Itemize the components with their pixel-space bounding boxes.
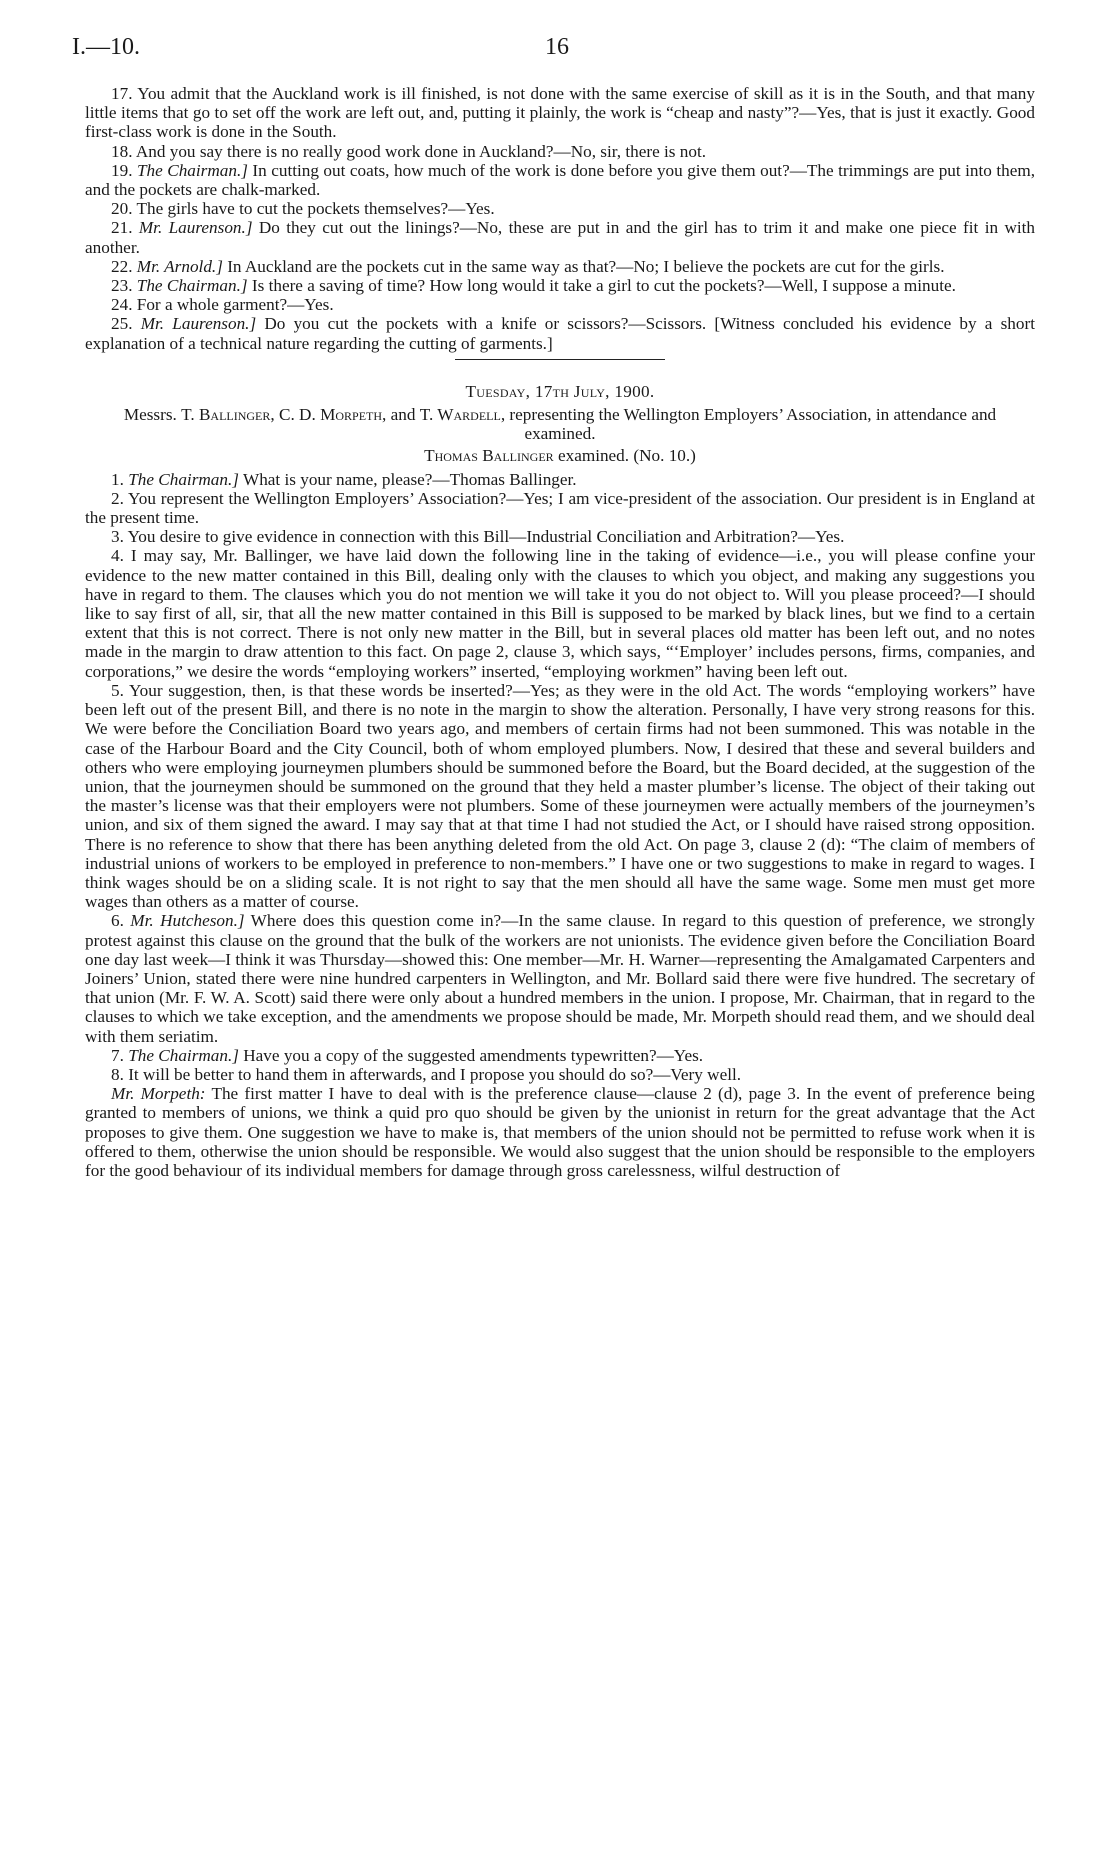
qa-paragraph [85,470,1035,489]
paragraph-text: For a whole garment?—Yes. [136,295,334,315]
question-number: 8. [111,1064,124,1084]
qa-paragraph [85,1084,1035,1180]
qa-paragraph [85,1065,1035,1084]
evidence-bottom [85,470,1035,1181]
paragraph-text: It will be better to hand them in afterwards, and I propose you should do so?—Very well. [128,1064,742,1084]
qa-paragraph [85,257,1035,276]
question-number: 4. [111,546,124,566]
qa-paragraph [85,681,1035,911]
qa-paragraph [85,314,1035,352]
qa-paragraph [85,546,1035,680]
speaker-label: The Chairman.] [136,160,248,180]
section-divider [455,359,665,360]
paragraph-text: What is your name, please?—Thomas Ballinger. [242,469,577,489]
session-date: Tuesday, 17th July, 1900. [465,381,655,401]
question-number: 6. [111,911,124,931]
evidence-top [85,84,1035,353]
question-number: 18. [111,141,133,161]
question-number: 2. [111,488,124,508]
witness-heading-suffix: examined. (No. 10.) [553,446,696,466]
page-header [72,34,1042,64]
qa-paragraph [85,276,1035,295]
question-number: 1. [111,469,124,489]
speaker-label: Mr. Laurenson.] [138,218,253,238]
qa-paragraph [85,199,1035,218]
attendee-name: T. Wardell [419,405,501,425]
speaker-label: The Chairman.] [136,276,248,296]
question-number: 7. [111,1045,124,1065]
paragraph-text: In cutting out coats, how much of the work is done before you give them out?—The trimmings are put into them, and the pockets are chalk-marked. [85,160,1036,200]
speaker-label: Mr. Laurenson.] [140,314,257,334]
question-number: 20. [111,199,133,219]
question-number: 23. [111,276,133,296]
speaker-label: The Chairman.] [128,1045,239,1065]
paragraph-text: Do they cut out the linings?—No, these are put in and the girl has to trim it and make one piece fit in with another. [85,218,1036,257]
qa-paragraph [85,218,1035,256]
paragraph-text: Have you a copy of the suggested amendments typewritten?—Yes. [243,1045,704,1065]
document-reference: I.—10. [72,34,140,60]
question-number: 25. [111,314,133,334]
speaker-label: Mr. Morpeth: [111,1084,206,1104]
qa-paragraph [85,142,1035,161]
question-number: 17. [111,84,133,103]
paragraph-text: You represent the Wellington Employers’ Association?—Yes; I am vice-president of the association. Our president is in England at the present time. [85,488,1035,528]
paragraph-text: You desire to give evidence in connection with this Bill—Industrial Conciliation and Arbitration?—Yes. [127,527,845,547]
speaker-label: The Chairman.] [128,469,239,489]
attendee-name: C. D. Morpeth [279,405,383,425]
speaker-label: Mr. Arnold.] [136,256,223,276]
question-number: 5. [111,680,124,700]
qa-paragraph [85,1046,1035,1065]
qa-paragraph [85,911,1035,1045]
attendance-suffix: , representing the Wellington Employers’ Association, in attendance and examined. [500,405,997,444]
qa-paragraph [85,489,1035,527]
attendee-name: T. Ballinger [181,405,271,425]
paragraph-text: The girls have to cut the pockets themselves?—Yes. [136,199,495,219]
question-number: 24. [111,295,133,315]
paragraph-text: Where does this question come in?—In the same clause. In regard to this question of preference, we strongly protest against this clause on the ground that the bulk of the workers are not unionists. The evidence given before the Conciliation Board one day last week—I think it was Thursday—showed this: One member—Mr. H. Warner—representing the Amalgamated Carpenters and Joiners’ Union, stated there were nine hundred carpenters in Wellington, and Mr. Bollard said there were five hundred. The secretary of that union (Mr. F. W. A. Scott) said there were only about a hundred members in the union. I propose, Mr. Chairman, that in regard to the clauses to which we take exception, and the amendments we propose should be made, Mr. Morpeth should read them, and we should deal with them seriatim. [85,911,1035,1046]
question-number: 21. [111,218,133,238]
witness-heading [85,446,1035,465]
page-body [85,84,1035,1180]
qa-paragraph [85,295,1035,314]
question-number: 19. [111,160,133,180]
paragraph-text: Is there a saving of time? How long would it take a girl to cut the pockets?—Well, I suppose a minute. [251,276,956,296]
question-number: 22. [111,256,133,276]
paragraph-text: You admit that the Auckland work is ill finished, is not done with the same exercise of skill as it is in the South, and that many little items that go to set off the work are left out, and, putting it plainly, the work is “cheap and nasty”?—Yes, that is just it exactly. Good first-class work is done in the South. [85,84,1035,142]
qa-paragraph [85,84,1035,142]
paragraph-text: In Auckland are the pockets cut in the same way as that?—No; I believe the pockets are cut for the girls. [227,256,945,276]
paragraph-text: I may say, Mr. Ballinger, we have laid down the following line in the taking of evidence—i.e., you will please confine your evidence to the new matter contained in this Bill, dealing only with the clauses to which you object, and making any suggestions you have in regard to them. The clauses which you do not mention we will take it you do not object to. Will you please proceed?—I should like to say first of all, sir, that all the new matter contained in this Bill is supposed to be marked by black lines, but we find to a certain extent that this is not correct. There is not only new matter in the Bill, but in several places old matter has been left out, and no notes made in the margin to draw attention to this fact. On page 2, clause 3, which says, “‘Employer’ includes persons, firms, companies, and corporations,” we desire the words “employing workers” inserted, “employing workmen” having been left out. [85,546,1036,681]
question-number: 3. [111,527,124,547]
witness-name: Thomas Ballinger [424,446,554,466]
paragraph-text: Do you cut the pockets with a knife or scissors?—Scissors. [Witness concluded his evidence by a short explanation of a technical nature regarding the cutting of garments.] [85,314,1035,353]
attendance-prefix: Messrs. [123,405,182,425]
paragraph-text: The first matter I have to deal with is the preference clause—clause 2 (d), page 3. In the event of preference being granted to members of unions, we think a quid pro quo should be given by the unionist in return for the great advantage that the Act proposes to give them. One suggestion we have to make is, that members of the union should not be permitted to refuse work when it is offered to them, otherwise the union should be responsible. We would also suggest that the union should be responsible to the employers for the good behaviour of its individual members for damage through gross carelessness, wilful destruction of [85,1084,1036,1180]
attendance-separator: , [270,405,279,425]
qa-paragraph [85,527,1035,546]
attendance-statement [85,405,1035,443]
qa-paragraph [85,161,1035,199]
page-number: 16 [545,34,569,60]
paragraph-text: Your suggestion, then, is that these words be inserted?—Yes; as they were in the old Act. The words “employing workers” have been left out of the present Bill, and there is no note in the margin to show the alteration. Personally, I have very strong reasons for this. We were before the Conciliation Board two years ago, and members of certain firms had not been summoned. This was notable in the case of the Harbour Board and the City Council, both of whom employed plumbers. Now, I desired that these and several builders and others who were employing journeymen plumbers should be summoned before the Board, but the Board decided, at the suggestion of the union, that the journeymen should be summoned on the ground that they held a master plumber’s license. The object of their taking out the master’s license was that their employers were not plumbers. Some of these journeymen were actually members of the journeymen’s union, and six of them signed the award. I may say that at that time I had not studied the Act, or I should have raised strong opposition. There is no reference to show that there has been anything deleted from the old Act. On page 3, clause 2 (d): “The claim of members of industrial unions of workers to be employed in preference to non-members.” I have one or two suggestions to make in regard to wages. I think wages should be on a sliding scale. It is not right to say that the men should all have the same wage. Some men must get more wages than others as a matter of course. [85,680,1035,912]
speaker-label: Mr. Hutcheson.] [130,911,245,931]
paragraph-text: And you say there is no really good work done in Auckland?—No, sir, there is not. [135,141,707,161]
attendance-separator: , and [382,405,420,425]
